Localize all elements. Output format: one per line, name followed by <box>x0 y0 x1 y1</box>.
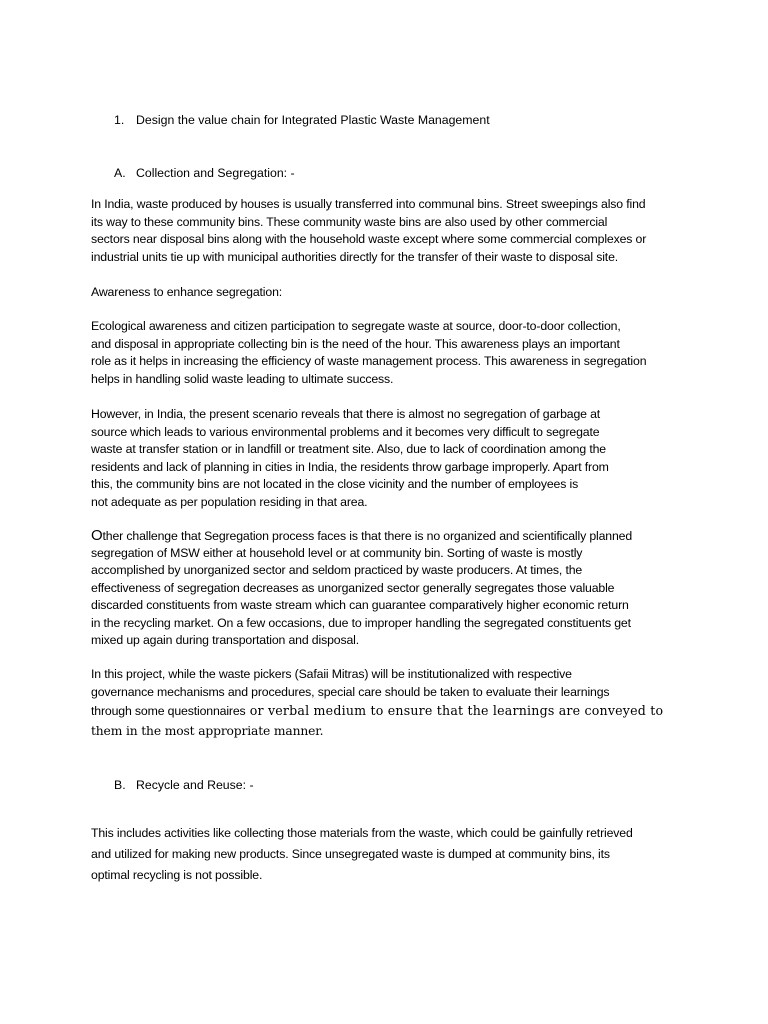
paragraph-awareness <box>91 318 691 388</box>
paragraph-line: and utilized for making new products. Since unsegregated waste is dumped at community bins, its <box>91 847 610 861</box>
paragraph-line-rest: ther challenge that Segregation process faces is that there is no organized and scientifically planned <box>102 529 633 543</box>
paragraph-recycle <box>91 825 691 888</box>
paragraph-line <box>91 527 691 545</box>
paragraph-line: in the recycling market. On a few occasions, due to improper handling the segregated constituents get <box>91 615 631 630</box>
section-b-title: Recycle and Reuse: - <box>136 778 254 792</box>
paragraph-line: governance mechanisms and procedures, special care should be taken to evaluate their learnings <box>91 684 610 699</box>
section-1-number: 1. <box>114 113 125 127</box>
paragraph-line: waste at transfer station or in landfill or treatment site. Also, due to lack of coordination among the <box>91 442 606 456</box>
paragraph-line: accomplished by unorganized sector and seldom practiced by waste producers. At times, the <box>91 563 583 577</box>
paragraph-line: sectors near disposal bins along with the household waste except where some commercial complexes or <box>91 232 647 246</box>
paragraph-line: them in the most appropriate manner. <box>91 724 324 738</box>
section-a-heading <box>114 165 334 183</box>
paragraph-line: not adequate as per population residing in that area. <box>91 494 368 509</box>
section-b-heading <box>114 777 334 795</box>
paragraph-line <box>91 701 691 721</box>
paragraph-line: optimal recycling is not possible. <box>91 868 263 882</box>
paragraph-line: However, in India, the present scenario reveals that there is almost no segregation of garbage at <box>91 407 601 421</box>
paragraph-line: its way to these community bins. These community waste bins are also used by other commercial <box>91 214 608 229</box>
paragraph-line: residents and lack of planning in cities in India, the residents throw garbage improperly. Apart from <box>91 459 609 474</box>
paragraph-line: source which leads to various environmental problems and it becomes very difficult to segregate <box>91 424 600 439</box>
section-a-letter: A. <box>114 166 126 180</box>
section-1-heading <box>114 112 534 130</box>
paragraph-line: This includes activities like collecting those materials from the waste, which could be gainfully retrieved <box>91 826 633 840</box>
paragraph-line: industrial units tie up with municipal authorities directly for the transfer of their waste to disposal site. <box>91 249 619 264</box>
paragraph-line: segregation of MSW either at household level or at community bin. Sorting of waste is mostly <box>91 545 583 560</box>
section-b-letter: B. <box>114 778 126 792</box>
paragraph-line-serif: or verbal medium to ensure that the learnings are conveyed to <box>245 703 664 718</box>
awareness-heading-text: Awareness to enhance segregation: <box>91 285 283 299</box>
paragraph-line: discarded constituents from waste stream which can guarantee comparatively higher economic return <box>91 598 629 612</box>
drop-letter: O <box>91 527 103 544</box>
section-1-title: Design the value chain for Integrated Plastic Waste Management <box>136 113 490 127</box>
paragraph-line-sans: through some questionnaires <box>91 704 246 718</box>
paragraph-line: and disposal in appropriate collecting bin is the need of the hour. This awareness plays an important <box>91 336 620 351</box>
paragraph-challenge <box>91 527 691 650</box>
paragraph-line: Ecological awareness and citizen participation to segregate waste at source, door-to-door collection, <box>91 319 621 333</box>
paragraph-line: In India, waste produced by houses is usually transferred into communal bins. Street sweepings also find <box>91 197 646 211</box>
paragraph-line: this, the community bins are not located in the close vicinity and the number of employees is <box>91 477 579 491</box>
paragraph-line: mixed up again during transportation and disposal. <box>91 633 359 647</box>
awareness-heading <box>91 284 691 302</box>
paragraph-line: role as it helps in increasing the efficiency of waste management process. This awareness in segregation <box>91 354 647 368</box>
section-a-title: Collection and Segregation: - <box>136 166 295 180</box>
paragraph-project <box>91 666 691 741</box>
paragraph-line: In this project, while the waste pickers (Safaii Mitras) will be institutionalized with respective <box>91 667 572 681</box>
paragraph-line: helps in handling solid waste leading to ultimate success. <box>91 371 394 386</box>
paragraph-scenario <box>91 406 691 511</box>
paragraph-collection <box>91 196 691 266</box>
paragraph-line: effectiveness of segregation decreases as unorganized sector generally segregates those valuable <box>91 580 615 595</box>
